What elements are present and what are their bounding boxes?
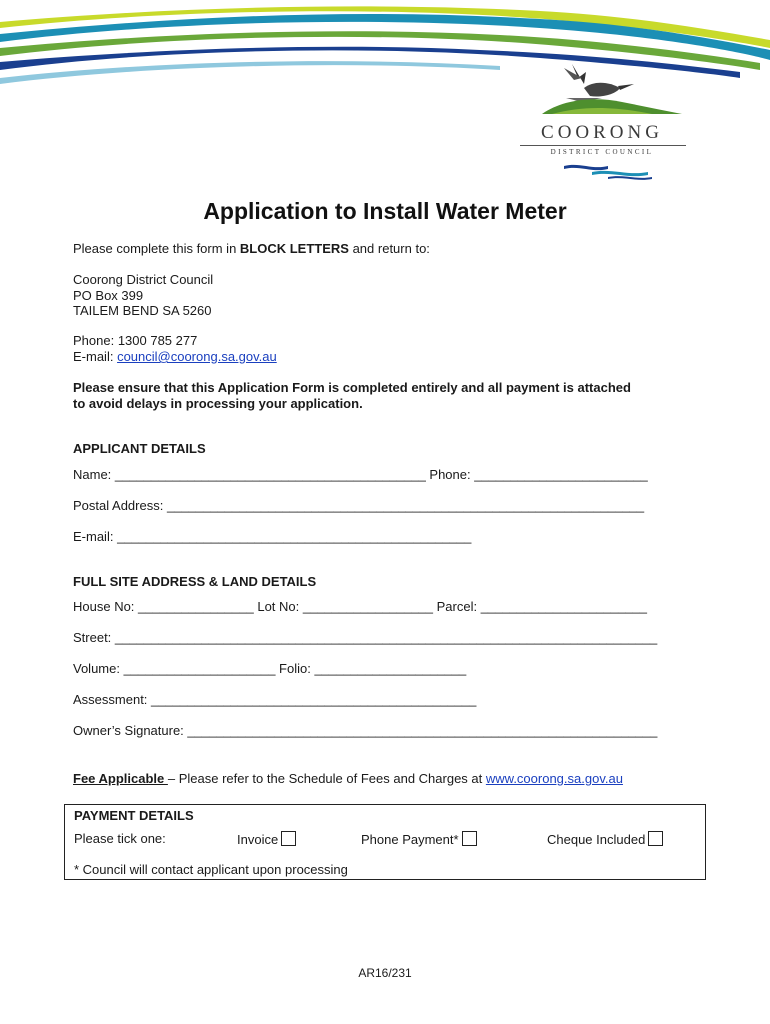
assessment-label: Assessment:	[73, 692, 152, 707]
assessment-field[interactable]: _____________________________________________	[151, 692, 477, 707]
address-line-1: Coorong District Council	[73, 272, 214, 287]
option-invoice[interactable]	[237, 831, 296, 847]
phone-payment-checkbox[interactable]	[462, 831, 477, 846]
postal-label: Postal Address:	[73, 498, 167, 513]
cheque-checkbox[interactable]	[648, 831, 663, 846]
invoice-checkbox[interactable]	[281, 831, 296, 846]
intro-prefix: Please complete this form in	[73, 241, 240, 256]
volume-label: Volume:	[73, 661, 124, 676]
pelican-icon	[512, 58, 702, 122]
site-heading: FULL SITE ADDRESS & LAND DETAILS	[73, 574, 317, 589]
phone-label: Phone:	[425, 467, 475, 482]
signature-label: Owner’s Signature:	[73, 723, 188, 738]
folio-label: Folio:	[275, 661, 315, 676]
street-label: Street:	[73, 630, 115, 645]
postal-field[interactable]: __________________________________________________________________	[166, 498, 645, 513]
water-waves-icon	[512, 158, 702, 184]
fee-text: – Please refer to the Schedule of Fees and Charges at	[167, 771, 486, 786]
fee-label: Fee Applicable	[73, 771, 168, 786]
house-field[interactable]: ________________	[138, 599, 254, 614]
intro-line	[73, 241, 430, 256]
email-label: E-mail:	[73, 349, 118, 364]
signature-row	[73, 723, 657, 738]
postal-row	[73, 498, 644, 513]
lot-label: Lot No:	[253, 599, 303, 614]
option-phone-payment[interactable]	[361, 831, 477, 847]
payment-note: * Council will contact applicant upon processing	[74, 862, 348, 877]
volume-field[interactable]: _____________________	[123, 661, 276, 676]
fee-row	[73, 771, 623, 786]
assessment-row	[73, 692, 476, 707]
name-label: Name:	[73, 467, 115, 482]
email-line	[73, 349, 277, 364]
payment-box	[64, 804, 706, 880]
folio-field[interactable]: _____________________	[314, 661, 467, 676]
address-line-2: PO Box 399	[73, 288, 144, 303]
applicant-email-label: E-mail:	[73, 529, 118, 544]
name-row	[73, 467, 648, 482]
intro-suffix: and return to:	[348, 241, 430, 256]
phone-field[interactable]: ________________________	[474, 467, 648, 482]
email-link[interactable]: council@coorong.sa.gov.au	[117, 349, 277, 364]
applicant-email-field[interactable]: _________________________________________________	[117, 529, 472, 544]
intro-bold: BLOCK LETTERS	[239, 241, 349, 256]
signature-field[interactable]: _________________________________________________________________	[187, 723, 658, 738]
house-row	[73, 599, 647, 614]
tick-label: Please tick one:	[74, 831, 166, 846]
fee-link[interactable]: www.coorong.sa.gov.au	[485, 771, 623, 786]
street-row	[73, 630, 657, 645]
option-invoice-label: Invoice	[237, 832, 279, 847]
option-cheque[interactable]	[547, 831, 663, 847]
parcel-label: Parcel:	[433, 599, 481, 614]
phone-line: Phone: 1300 785 277	[73, 333, 198, 348]
street-field[interactable]: ___________________________________________________________________________	[114, 630, 658, 645]
notice-line-2: to avoid delays in processing your application.	[73, 396, 363, 411]
form-code: AR16/231	[358, 966, 412, 980]
form-title: Application to Install Water Meter	[203, 198, 567, 224]
option-phone-label: Phone Payment*	[361, 832, 459, 847]
address-line-3: TAILEM BEND SA 5260	[73, 303, 212, 318]
house-label: House No:	[73, 599, 139, 614]
volume-row	[73, 661, 466, 676]
applicant-email-row	[73, 529, 471, 544]
payment-heading: PAYMENT DETAILS	[74, 808, 194, 823]
logo-subtitle: DISTRICT COUNCIL	[550, 148, 654, 156]
logo-wordmark: COORONG	[541, 122, 663, 143]
notice-line-1: Please ensure that this Application Form is completed entirely and all payment is attached	[73, 380, 631, 395]
logo-rule	[520, 145, 686, 146]
parcel-field[interactable]: _______________________	[480, 599, 647, 614]
applicant-heading: APPLICANT DETAILS	[73, 441, 206, 456]
lot-field[interactable]: __________________	[302, 599, 434, 614]
name-field[interactable]: ___________________________________________	[114, 467, 426, 482]
option-cheque-label: Cheque Included	[547, 832, 646, 847]
